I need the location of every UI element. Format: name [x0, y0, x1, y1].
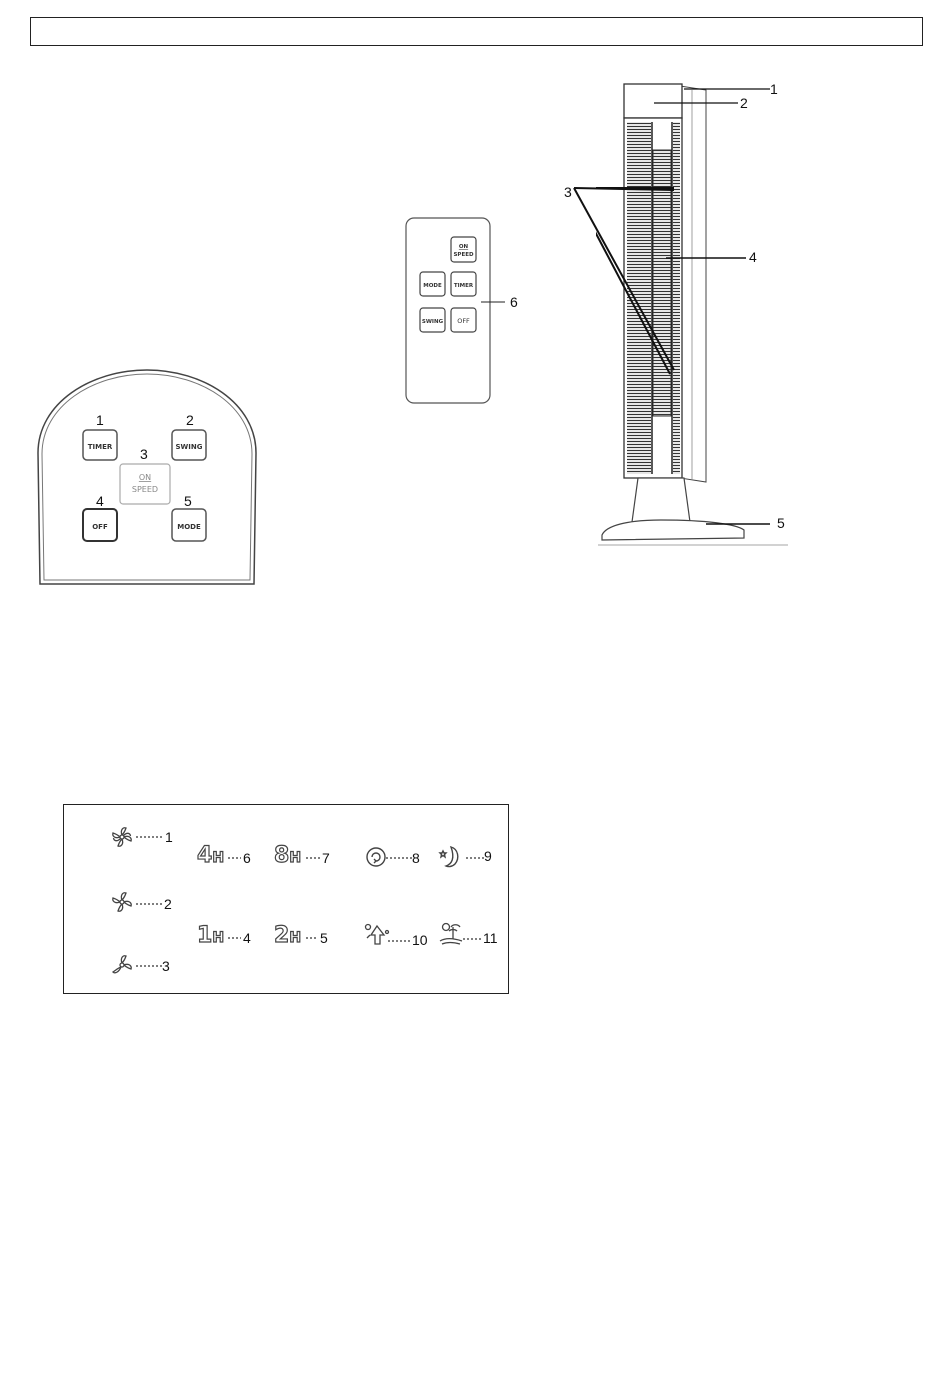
timer-1h-glyph — [197, 925, 224, 947]
panel-callout-1: 1 — [96, 412, 104, 428]
tower-callout-3-lines — [564, 186, 684, 376]
remote-swing-label: SWING — [421, 319, 444, 325]
breeze-mode-icon — [437, 921, 465, 947]
legend-num-7: 7 — [322, 850, 330, 866]
timer-1h-unit: H — [212, 930, 225, 946]
timer-1h-digit: 1 — [197, 923, 213, 948]
tower-callout-3: 3 — [564, 184, 572, 200]
legend-num-11: 11 — [483, 930, 498, 946]
remote-off-label: OFF — [457, 317, 470, 325]
panel-mode-label: MODE — [177, 523, 201, 531]
timer-4h-glyph — [197, 845, 224, 867]
panel-swing-label: SWING — [175, 443, 203, 451]
legend-num-9: 9 — [484, 848, 492, 864]
remote-off-button[interactable] — [451, 308, 476, 332]
panel-timer-label: TIMER — [87, 443, 113, 451]
panel-off-label: OFF — [92, 523, 108, 531]
timer-8h-glyph — [274, 845, 301, 867]
panel-on-speed-button[interactable] — [120, 464, 170, 504]
panel-callout-4: 4 — [96, 493, 104, 509]
remote-speed-label: SPEED — [453, 252, 474, 258]
natural-mode-icon — [364, 922, 392, 948]
panel-callout-5: 5 — [184, 493, 192, 509]
tower-callout-4: 4 — [749, 249, 757, 265]
legend-leader-lines — [63, 804, 507, 992]
remote-callout-6: 6 — [510, 294, 518, 310]
panel-off-button[interactable] — [83, 509, 117, 541]
timer-8h-unit: H — [289, 850, 302, 866]
header-box — [30, 17, 923, 46]
remote-timer-button[interactable] — [451, 272, 476, 296]
tower-callout-5: 5 — [777, 515, 785, 531]
sleep-mode-icon — [438, 844, 464, 870]
timer-4h-digit: 4 — [197, 843, 213, 868]
panel-mode-button[interactable] — [172, 509, 206, 541]
legend-num-3: 3 — [162, 958, 170, 974]
control-panel-diagram — [36, 368, 258, 592]
normal-mode-icon — [364, 845, 388, 869]
remote-mode-button[interactable] — [420, 272, 445, 296]
timer-2h-glyph — [274, 925, 301, 947]
panel-speed-label: SPEED — [131, 485, 159, 494]
legend-num-5: 5 — [320, 930, 328, 946]
panel-callout-3: 3 — [140, 446, 148, 462]
remote-swing-button[interactable] — [420, 308, 445, 332]
tower-callout-1: 1 — [770, 81, 778, 97]
remote-on-label: ON — [458, 244, 469, 250]
remote-mode-label: MODE — [423, 283, 442, 289]
legend-num-1: 1 — [165, 829, 173, 845]
panel-on-label: ON — [138, 473, 152, 482]
legend-num-10: 10 — [412, 932, 428, 948]
panel-callout-2: 2 — [186, 412, 194, 428]
timer-2h-digit: 2 — [274, 923, 290, 948]
remote-on-speed-button[interactable] — [451, 237, 476, 262]
timer-2h-unit: H — [289, 930, 302, 946]
legend-num-8: 8 — [412, 850, 420, 866]
legend-num-2: 2 — [164, 896, 172, 912]
remote-control-diagram — [404, 216, 524, 406]
panel-timer-button[interactable] — [83, 430, 117, 460]
timer-8h-digit: 8 — [274, 843, 290, 868]
legend-num-6: 6 — [243, 850, 251, 866]
tower-callout-2: 2 — [740, 95, 748, 111]
legend-num-4: 4 — [243, 930, 251, 946]
remote-timer-label: TIMER — [453, 283, 474, 289]
timer-4h-unit: H — [212, 850, 225, 866]
panel-swing-button[interactable] — [172, 430, 206, 460]
